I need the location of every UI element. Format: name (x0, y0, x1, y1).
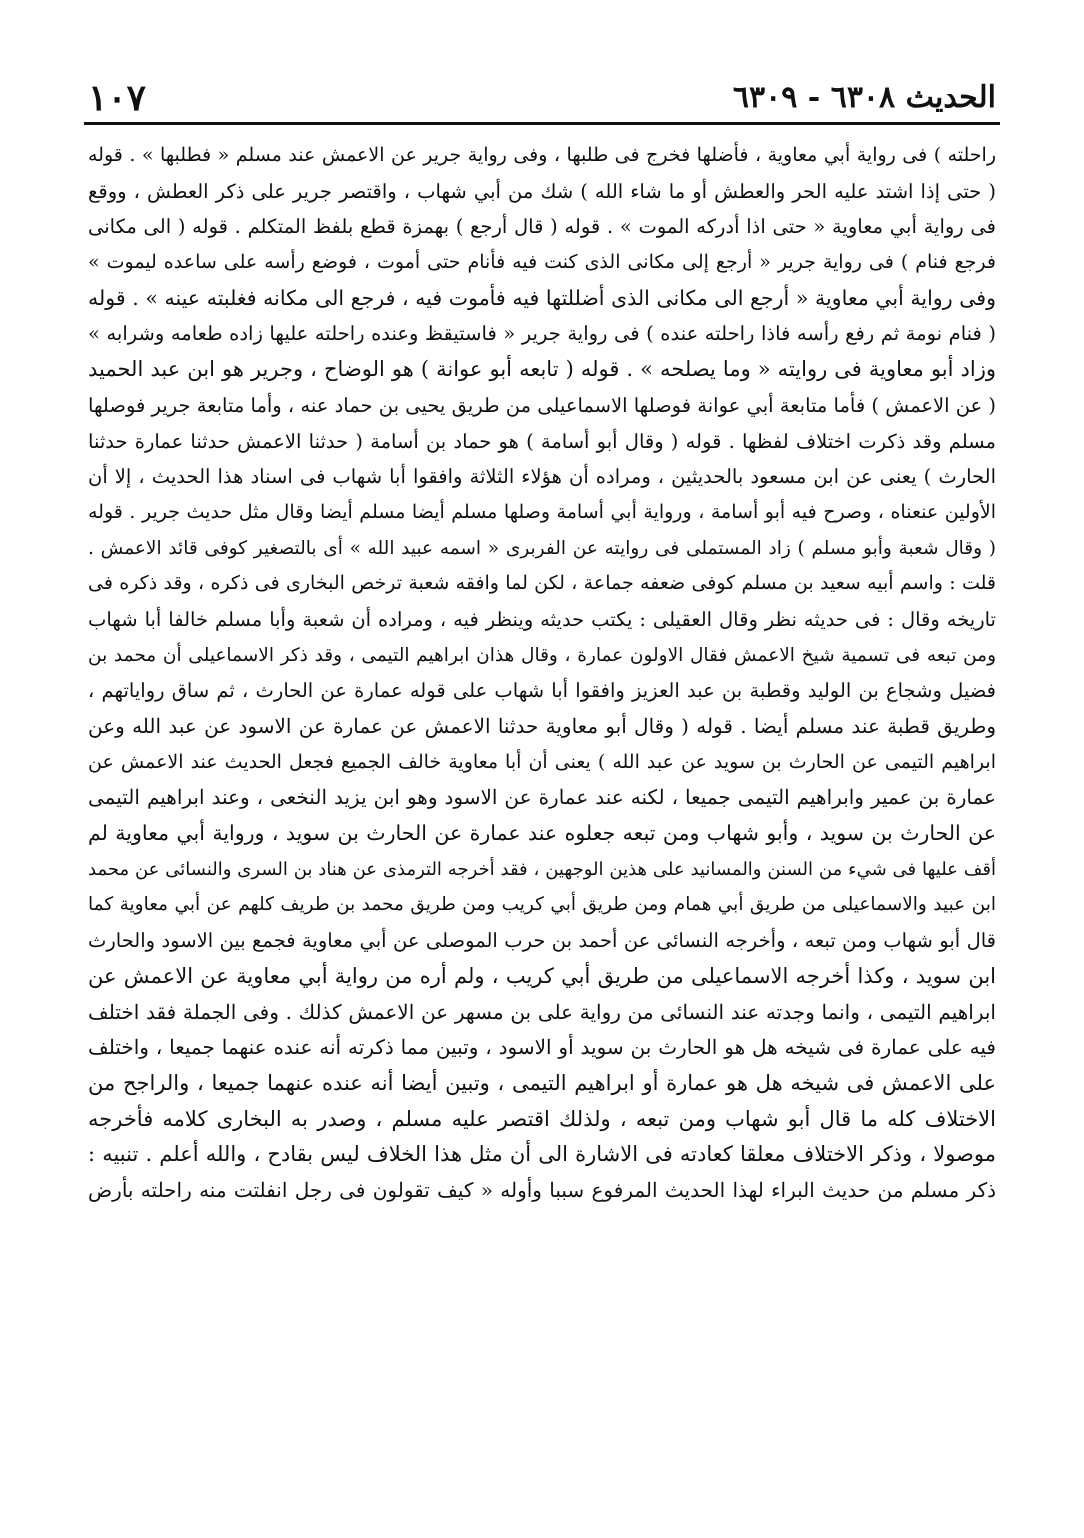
text-line: ( عن الاعمش ) فأما متابعة أبي عوانة فوصلها الاسماعيلى من طريق يحيى بن حماد عنه ، وأما متابعة جرير فوصلها (88, 393, 996, 417)
text-line: موصولا ، وذكر الاختلاف معلقا كعادته فى الاشارة الى أن مثل هذا الخلاف ليس بقادح ، والله أعلم . تنبيه : (88, 1142, 996, 1167)
text-line: قلت : واسم أبيه سعيد بن مسلم كوفى ضعفه جماعة ، لكن لما وافقه شعبة ترخص البخارى فى ذكره ، وقد ذكره فى (88, 572, 996, 595)
text-line: ذكر مسلم من حديث البراء لهذا الحديث المرفوع سببا وأوله « كيف تقولون فى رجل انفلتت منه راحلته بأرض (88, 1177, 996, 1202)
text-line: فيه على عمارة فى شيخه هل هو الحارث بن سويد أو الاسود ، وتبين مما ذكرته أنه عنده عنهما جميعا ، واختلف (88, 1035, 996, 1060)
text-line: الحارث ) يعنى عن ابن مسعود بالحديثين ، ومراده أن هؤلاء الثلاثة وافقوا أبا شهاب فى اسناد هذا الحديث ، إلا أن (88, 465, 996, 489)
text-line: ابن سويد ، وكذا أخرجه الاسماعيلى من طريق أبي كريب ، ولم أره من رواية أبي معاوية عن الاعمش عن (88, 963, 996, 988)
text-line: فى رواية أبي معاوية « حتى اذا أدركه الموت » . قوله ( قال أرجع ) بهمزة قطع بلفظ المتكلم . قوله ( الى مكانى (88, 215, 996, 239)
header-rule (84, 122, 1000, 125)
text-line: وطريق قطبة عند مسلم أيضا . قوله ( وقال أبو معاوية حدثنا الاعمش عن عمارة عن الاسود عن عبد الله وعن (88, 714, 996, 738)
text-line: فرجع فنام ) فى رواية جرير « أرجع إلى مكانى الذى كنت فيه فأنام حتى أموت ، فوضع رأسه على ساعده ليموت » (88, 251, 996, 274)
text-line: قال أبو شهاب ومن تبعه ، وأخرجه النسائى عن أحمد بن حرب الموصلى عن أبي معاوية فجمع بين الاسود والحارث (88, 929, 996, 953)
text-line: ابراهيم التيمى عن الحارث بن سويد عن عبد الله ) يعنى أن أبا معاوية خالف الجميع فجعل الحديث عند الاعمش عن (88, 750, 996, 773)
text-line: عن الحارث بن سويد ، وأبو شهاب ومن تبعه جعلوه عند عمارة عن الحارث بن سويد ، ورواية أبي معاوية لم (88, 821, 996, 846)
text-line: ( حتى إذا اشتد عليه الحر والعطش أو ما شاء الله ) شك من أبي شهاب ، واقتصر جرير على ذكر العطش ، ووقع (88, 179, 996, 203)
body-text (88, 138, 996, 1428)
page-number: ١٠٧ (88, 77, 147, 119)
text-line: ( وقال شعبة وأبو مسلم ) زاد المستملى فى روايته عن الفربرى « اسمه عبيد الله » أى بالتصغير كوفى قائد الاعمش . (88, 537, 996, 559)
text-line: ابراهيم التيمى ، وانما وجدته عند النسائى من رواية على بن مسهر عن الاعمش كذلك . وفى الجملة فقد اختلف (88, 999, 996, 1024)
text-line: تاريخه وقال : فى حديثه نظر وقال العقيلى : يكتب حديثه وينظر فيه ، ومراده أن شعبة وأبا مسلم خالفا أبا شهاب (88, 607, 996, 631)
text-line: مسلم وقد ذكرت اختلاف لفظها . قوله ( وقال أبو أسامة ) هو حماد بن أسامة ( حدثنا الاعمش حدثنا عمارة حدثنا (88, 429, 996, 453)
text-line: ومن تبعه فى تسمية شيخ الاعمش فقال الاولون عمارة ، وقال هذان ابراهيم التيمى ، وقد ذكر الاسماعيلى أن محمد بن (88, 644, 996, 666)
text-line: ابن عبيد والاسماعيلى من طريق أبي همام ومن طريق أبي كريب ومن طريق محمد بن طريف كلهم عن أبي معاوية كما (88, 894, 996, 916)
text-line: وفى رواية أبي معاوية « أرجع الى مكانى الذى أضللتها فيه فأموت فيه ، فرجع الى مكانه فغلبته عينه » . قوله (88, 285, 996, 310)
text-line: الاختلاف كله ما قال أبو شهاب ومن تبعه ، ولذلك اقتصر عليه مسلم ، وصدر به البخارى كلامه فأخرجه (88, 1106, 996, 1131)
text-line: راحلته ) فى رواية أبي معاوية ، فأضلها فخرج فى طلبها ، وفى رواية جرير عن الاعمش عند مسلم « فطلبها » . قوله (88, 144, 996, 166)
running-head: الحديث ٦٣٠٨ - ٦٣٠٩ (732, 80, 996, 115)
text-line: عمارة بن عمير وابراهيم التيمى جميعا ، لكنه عند عمارة عن الاسود وهو ابن يزيد النخعى ، وعند ابراهيم التيمى (88, 785, 996, 810)
text-line: وزاد أبو معاوية فى روايته « وما يصلحه » . قوله ( تابعه أبو عوانة ) هو الوضاح ، وجرير هو ابن عبد الحميد (88, 357, 996, 382)
text-line: ( فنام نومة ثم رفع رأسه فاذا راحلته عنده ) فى رواية جرير « فاستيقظ وعنده راحلته عليها زاده طعامه وشرابه » (88, 322, 996, 346)
text-line: أقف عليها فى شيء من السنن والمسانيد على هذين الوجهين ، فقد أخرجه الترمذى عن هناد بن السرى والنسائى عن محمد (88, 858, 996, 880)
page-header (88, 68, 996, 118)
text-line: فضيل وشجاع بن الوليد وقطبة بن عبد العزيز وافقوا أبا شهاب على قوله عمارة عن الحارث ، ثم ساق رواياتهم ، (88, 679, 996, 703)
text-line: الأولين عنعناه ، وصرح فيه أبو أسامة ، ورواية أبي أسامة وصلها مسلم أيضا مسلم أيضا وقال مثل حديث جرير . قوله (88, 500, 996, 523)
text-line: على الاعمش فى شيخه هل هو عمارة أو ابراهيم التيمى ، وتبين أيضا أنه عنده عنهما جميعا ، والراجح من (88, 1070, 996, 1095)
